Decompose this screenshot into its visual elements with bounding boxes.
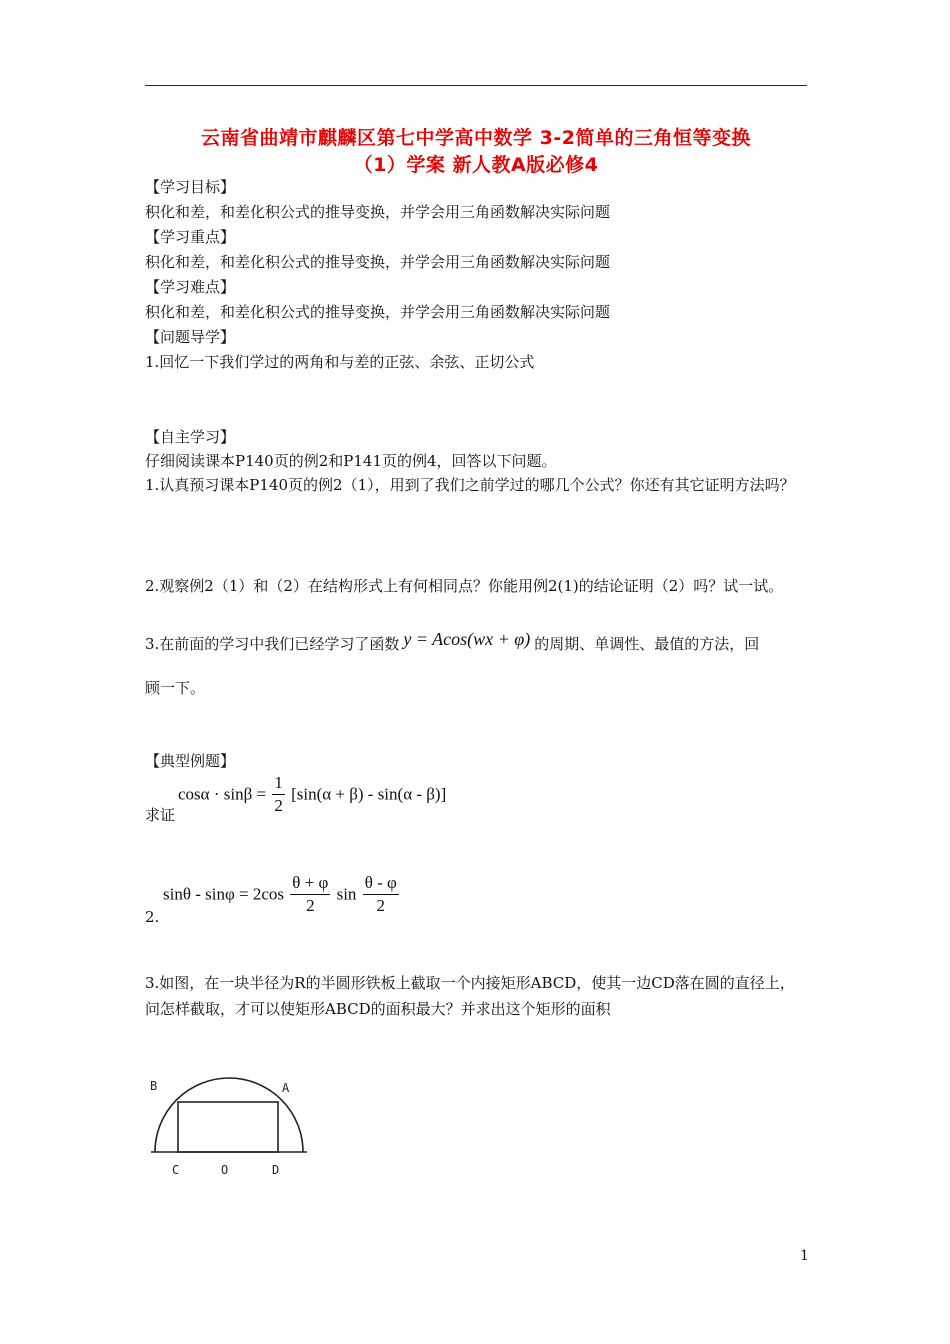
- example-1-label: 求证: [145, 806, 176, 824]
- example-1-numerator: 1: [272, 772, 285, 795]
- example-2-fraction-1: [290, 872, 330, 917]
- self-study-heading: 【自主学习】: [145, 428, 236, 446]
- document-title-line1: 云南省曲靖市麒麟区第七中学高中数学 3-2简单的三角恒等变换: [201, 127, 751, 149]
- goal-text: 积化和差，和差化积公式的推导变换，并学会用三角函数解决实际问题: [145, 203, 611, 221]
- inscribed-rectangle: [178, 1102, 278, 1152]
- page-number: 1: [800, 1248, 809, 1264]
- example-1-rhs: [sin(α + β) - sin(α - β)]: [291, 784, 447, 804]
- example-2-middle: sin: [336, 884, 357, 904]
- self-study-question-1: 1.认真预习课本P140页的例2（1），用到了我们之前学过的哪几个公式？你还有其它证明方法吗？: [145, 476, 795, 494]
- document-title-line2: （1）学案 新人教A版必修4: [353, 154, 599, 176]
- question-3-suffix: 的周期、单调性、最值的方法，回: [534, 635, 760, 653]
- example-1-fraction: [272, 772, 285, 817]
- label-a: A: [282, 1081, 290, 1095]
- example-2-fraction-1-numerator: θ + φ: [290, 872, 330, 895]
- example-2-fraction-1-denominator: 2: [306, 896, 315, 915]
- header-rule: [145, 85, 807, 86]
- label-b: B: [150, 1079, 158, 1093]
- example-2-fraction-2: [363, 872, 399, 917]
- self-study-question-3: [145, 629, 760, 654]
- example-1-formula: [178, 772, 446, 817]
- self-study-intro: 仔细阅读课本P140页的例2和P141页的例4，回答以下问题。: [145, 452, 557, 470]
- function-formula: y = Acos(wx + φ): [403, 629, 531, 649]
- question-3-prefix: 3.在前面的学习中我们已经学习了函数: [145, 635, 400, 653]
- example-2-label: 2.: [145, 908, 160, 926]
- label-d: D: [272, 1163, 280, 1177]
- example-1-denominator: 2: [274, 796, 283, 815]
- semicircle-arc: [155, 1078, 303, 1152]
- guide-question-1: 1.回忆一下我们学过的两角和与差的正弦、余弦、正切公式: [145, 353, 535, 371]
- guide-heading: 【问题导学】: [145, 328, 236, 346]
- example-1-lhs: cosα · sinβ =: [178, 784, 267, 804]
- example-2-fraction-2-numerator: θ - φ: [363, 872, 399, 895]
- example-2-formula: [163, 872, 401, 917]
- example-2-fraction-2-denominator: 2: [376, 896, 385, 915]
- example-2-lhs: sinθ - sinφ = 2cos: [163, 884, 285, 904]
- goal-heading: 【学习目标】: [145, 178, 236, 196]
- self-study-question-2: 2.观察例2（1）和（2）在结构形式上有何相同点？你能用例2(1)的结论证明（2）吗？试一试。: [145, 577, 784, 595]
- difficulty-heading: 【学习难点】: [145, 278, 236, 296]
- semicircle-rectangle-figure: [145, 1068, 320, 1186]
- label-c: C: [172, 1163, 180, 1177]
- examples-heading: 【典型例题】: [145, 752, 236, 770]
- label-o: O: [221, 1163, 229, 1177]
- focus-text: 积化和差，和差化积公式的推导变换，并学会用三角函数解决实际问题: [145, 253, 611, 271]
- example-3-text: 3.如图，在一块半径为R的半圆形铁板上截取一个内接矩形ABCD，使其一边CD落在圆的直径上，问怎样截取，才可以使矩形ABCD的面积最大？并求出这个矩形的面积: [145, 974, 795, 1018]
- focus-heading: 【学习重点】: [145, 228, 236, 246]
- difficulty-text: 积化和差，和差化积公式的推导变换，并学会用三角函数解决实际问题: [145, 303, 611, 321]
- question-3-continuation: 顾一下。: [145, 679, 206, 697]
